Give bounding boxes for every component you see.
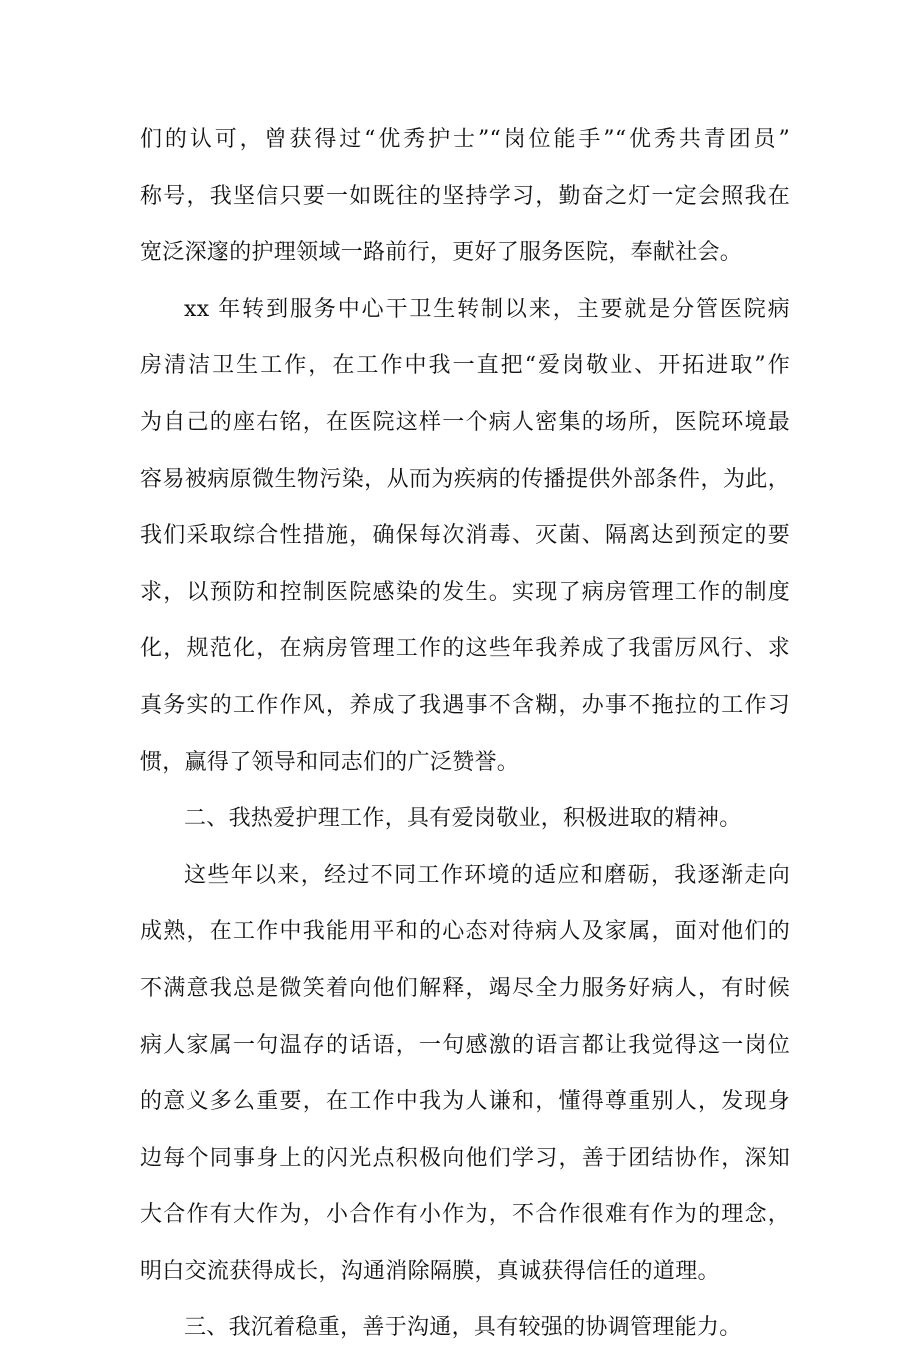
- text-line: 真务实的工作作风，养成了我遇事不含糊，办事不拖拉的工作习: [140, 692, 790, 718]
- text-line: 为自己的座右铭，在医院这样一个病人密集的场所，医院环境最: [140, 409, 790, 435]
- section-heading: 三、我沉着稳重，善于沟通，具有较强的协调管理能力。: [184, 1315, 742, 1341]
- document-body: [140, 112, 790, 1357]
- text-line: xx 年转到服务中心干卫生转制以来，主要就是分管医院病: [184, 296, 790, 322]
- text-line: 化，规范化，在病房管理工作的这些年我养成了我雷厉风行、求: [140, 636, 790, 662]
- text-line: 惯，赢得了领导和同志们的广泛赞誉。: [140, 749, 520, 775]
- text-line: 这些年以来，经过不同工作环境的适应和磨砺，我逐渐走向: [184, 862, 790, 888]
- section-heading: 二、我热爱护理工作，具有爱岗敬业，积极进取的精神。: [184, 806, 742, 832]
- text-line: 容易被病原微生物污染，从而为疾病的传播提供外部条件，为此，: [140, 466, 790, 492]
- text-line: 称号，我坚信只要一如既往的坚持学习，勤奋之灯一定会照我在: [140, 183, 790, 209]
- text-line: 大合作有大作为，小合作有小作为，不合作很难有作为的理念，: [140, 1202, 790, 1228]
- text-line: 求，以预防和控制医院感染的发生。实现了病房管理工作的制度: [140, 579, 790, 605]
- text-line: 不满意我总是微笑着向他们解释，竭尽全力服务好病人，有时候: [140, 975, 790, 1001]
- text-line: 边每个同事身上的闪光点积极向他们学习，善于团结协作，深知: [140, 1145, 790, 1171]
- text-line: 我们采取综合性措施，确保每次消毒、灭菌、隔离达到预定的要: [140, 523, 790, 549]
- text-line: 明白交流获得成长，沟通消除隔膜，真诚获得信任的道理。: [140, 1258, 720, 1284]
- text-line: 宽泛深邃的护理领域一路前行，更好了服务医院，奉献社会。: [140, 240, 743, 266]
- text-line: 的意义多么重要，在工作中我为人谦和，懂得尊重别人，发现身: [140, 1089, 790, 1115]
- text-line: 们的认可，曾获得过“优秀护士”“岗位能手”“优秀共青团员”: [140, 127, 790, 152]
- text-line: 病人家属一句温存的话语，一句感激的语言都让我觉得这一岗位: [140, 1032, 790, 1058]
- text-line: 成熟，在工作中我能用平和的心态对待病人及家属，面对他们的: [140, 919, 790, 945]
- text-line: 房清洁卫生工作，在工作中我一直把“爱岗敬业、开拓进取”作: [140, 353, 790, 379]
